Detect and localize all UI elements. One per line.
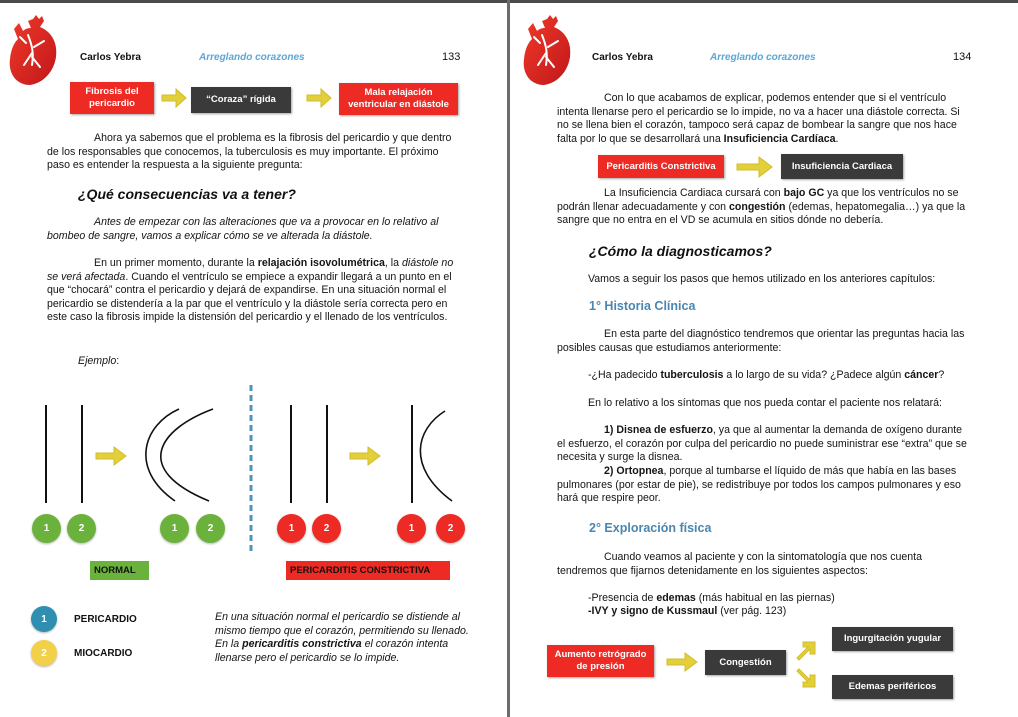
section-heading-consecuencias: ¿Qué consecuencias va a tener? [78,186,296,202]
yellow-arrow-right-icon [160,86,188,110]
yellow-arrow-up-right-icon [794,639,818,663]
symptom-disnea [557,424,973,465]
yellow-arrow-right-icon [735,154,775,180]
circle-miocardio: 2 [196,514,225,543]
text: Ejemplo [78,355,117,367]
text: ya que los ventrículos no se podrán llenar adecuadamente y con [557,187,959,213]
text: La Insuficiencia Cardiaca cursará con [604,187,784,199]
bold-text: bajo GC [783,187,825,199]
bold-text: congestión [728,200,786,213]
pericardium-line [45,405,47,503]
text: . Cuando el ventrículo se empiece a expandir llegará a un punto en el que “chocará” contra el pericardio y dejará de expandirse. En una situación normal el pericardio se distendería a la par que el ventrículo y la diástole sería correcta pero en este caso la fibrosis impide la distensión del pericardio y el llenado de los ventrículos. [47,270,452,324]
paragraph-sintomas: En lo relativo a los síntomas que nos pueda contar el paciente nos relatará: [588,397,942,409]
legend-dot-miocardio: 2 [31,640,57,666]
text: , ya que al aumentar la demanda de oxígeno durante el esfuerzo, el corazón por culpa del pericardio no puede suministrar ese “extra” que se necesita y surge la disnea. [557,424,967,464]
yellow-arrow-right-icon [305,86,333,110]
text: , porque al tumbarse el líquido de más que había en las bases pulmonares (por estar de pie), se redistribuye por todos los campos pulmonares y eso hará que respire peor. [557,465,961,505]
flow-box-edemas-perifericos: Edemas periféricos [832,675,953,699]
flow-box-text: Fibrosis del [85,86,139,97]
anatomical-heart-icon [520,13,574,85]
text: (ver pág. 123) [717,605,787,617]
question-tuberculosis-cancer [588,369,978,383]
paragraph-fijarnos: Cuando veamos al paciente y con la sintomatología que nos cuenta tendremos que fijarnos detenidamente en los siguientes aspectos: [557,551,923,577]
header-book-title: Arreglando corazones [710,52,816,63]
flow-box-congestion: Congestión [705,650,786,675]
bold-text: edemas [656,592,696,604]
text: . [835,132,839,145]
paragraph-bajo-gc [557,187,973,228]
yellow-arrow-right-icon [665,650,699,674]
page-133 [0,3,507,717]
bold-text: Insuficiencia Cardíaca [723,132,836,145]
text: En un primer momento, durante la [94,257,258,269]
symptom-ortopnea [557,465,973,506]
flow-box-insuficiencia: Insuficiencia Cardiaca [781,154,903,179]
bold-text: pericarditis constrictiva [242,638,362,651]
yellow-arrow-down-right-icon [794,666,818,690]
circle-pericardio: 1 [397,514,426,543]
flow-box-text: de presión [576,661,625,672]
dashed-divider [249,383,253,553]
myocardium-line [326,405,328,503]
circle-pericardio: 1 [32,514,61,543]
header-author: Carlos Yebra [80,52,141,63]
paragraph-intro: Ahora ya sabemos que el problema es la fibrosis del pericardio y que dentro de los responsables que conocemos, la tuberculosis es muy importante. El próximo paso es entender la respuesta a la siguiente pregunta: [47,132,452,172]
bullet-edemas [588,592,978,606]
yellow-arrow-right-icon [94,443,128,469]
flow-box-coraza: “Coraza” rígida [191,87,291,113]
text: , la [384,257,402,269]
paragraph-relajacion [47,257,461,325]
expanded-ventricle-curves [135,405,215,505]
flow-box-text: pericardio [89,98,135,109]
header-author: Carlos Yebra [592,52,653,63]
flow-box-text: Aumento retrógrado [554,649,647,660]
legend-dot-pericardio: 1 [31,606,57,632]
circle-miocardio: 2 [312,514,341,543]
paragraph-orientar: En esta parte del diagnóstico tendremos que orientar las preguntas hacia las posibles causas que estudiamos anteriormente: [557,328,965,354]
section-heading-historia-clinica: 1° Historia Clínica [589,299,696,313]
bold-text: 2) Ortopnea [604,465,664,477]
flow-box-aumento-presion [547,645,654,677]
text: : [116,355,120,367]
text: (edemas, hepatomegalia…) ya que la sangre que no entra en el VD se acumula en sitios dónde no debería. [557,200,966,227]
header-book-title: Arreglando corazones [199,52,305,63]
legend-label-miocardio: MIOCARDIO [74,648,133,659]
text: ? [938,369,945,381]
myocardium-line [81,405,83,503]
pericardium-line [290,405,292,503]
text: Con lo que acabamos de explicar, podemos entender que si el ventrículo intenta llenarse pero el pericardio se lo impide, no va a hacer una diástole correcta. Si no se llena bien el corazón, tampoco será capaz de bombear la sangre que nos hace falta por lo que se desarrollará una [557,92,960,145]
circle-pericardio: 1 [160,514,189,543]
circle-miocardio: 2 [67,514,96,543]
text: (más habitual en las piernas) [695,592,835,604]
italic-text: diástole no se verá afectada [47,257,454,283]
yellow-arrow-right-icon [348,443,382,469]
flow-box-text: ventricular en diástole [348,99,449,110]
text: a lo largo de su vida? ¿Padece algún [723,369,905,381]
label-normal: NORMAL [90,561,149,580]
circle-miocardio: 2 [436,514,465,543]
flow-box-text: Mala relajación [364,87,433,98]
page-number: 133 [442,51,461,63]
paragraph-diastole-intro: Antes de empezar con las alteraciones que va a provocar en lo relativo al bombeo de sangre, vamos a explicar cómo se ve alterada la diástole. [47,216,439,242]
circle-pericardio: 1 [277,514,306,543]
page-number: 134 [953,51,972,63]
section-heading-diagnostico: ¿Cómo la diagnosticamos? [589,243,772,259]
flow-box-pericarditis: Pericarditis Constrictiva [598,155,724,178]
bullet-ivy-kussmaul [588,605,978,619]
bold-text: tuberculosis [660,369,724,381]
page-134 [510,3,1018,717]
paragraph-insuficiencia [557,92,973,146]
label-pericarditis-constrictiva: PERICARDITIS CONSTRICTIVA [286,561,450,580]
bold-text: 1) Disnea de esfuerzo [604,424,713,436]
text: -Presencia de [588,592,657,604]
paragraph-pasos: Vamos a seguir los pasos que hemos utilizado en los anteriores capítulos: [588,273,936,285]
diagram-caption [215,611,475,665]
bold-text: -IVY y signo de Kussmaul [588,605,718,617]
bold-text: relajación isovolumétrica [257,257,385,269]
constrained-ventricle-curve [410,405,460,505]
flow-box-mala-relajacion [339,83,458,115]
example-label [78,355,119,369]
flow-box-ingurgitacion-yugular: Ingurgitación yugular [832,627,953,651]
text: el corazón intenta llenarse pero el pericardio se lo impide. [215,638,449,664]
flow-box-fibrosis [70,82,154,114]
anatomical-heart-icon [6,13,60,85]
text: -¿Ha padecido [588,369,661,381]
section-heading-exploracion-fisica: 2° Exploración física [589,521,712,535]
bold-text: cáncer [904,369,939,381]
text: En una situación normal el pericardio se distiende al mismo tiempo que el corazón, permitiendo su llenado. En la [215,611,469,651]
legend-label-pericardio: PERICARDIO [74,614,137,625]
